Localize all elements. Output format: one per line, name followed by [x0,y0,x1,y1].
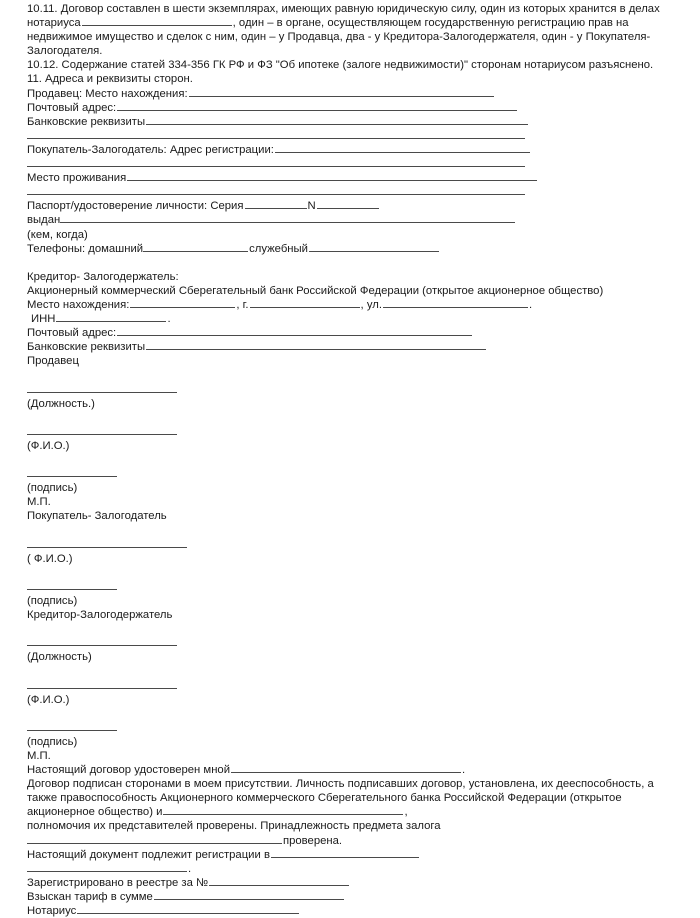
creditor-bank-label: Банковские реквизиты [27,341,146,354]
buyer-registration-row [27,143,670,157]
notary-registration-blank-2[interactable] [27,862,187,872]
creditor-street-end: . [528,298,533,311]
creditor-postal-blank[interactable] [117,326,472,336]
signature-creditor-name-blank[interactable] [27,679,177,689]
buyer-phones-row [27,242,670,256]
clause-10-11-text-b: , один – в органе, осуществляющем государственную регистрацию прав на недвижимое имущество и сделок с ним, один – у Продавца, два - у Кредитора-Залогодержателя, один - у Покупателя-Залогодателя. [27,17,651,58]
signature-seller-position-line [27,383,670,397]
clause-10-11 [27,2,670,58]
creditor-street-label: , ул. [360,298,382,311]
buyer-phone-home-blank[interactable] [143,242,248,252]
signature-buyer-sign-line [27,580,670,594]
buyer-passport-series-blank[interactable] [245,199,307,209]
signature-creditor-name-line [27,679,670,693]
spacer-buyer-sig-2 [27,566,670,580]
buyer-passport-number-blank[interactable] [317,199,379,209]
signature-seller-name-line [27,425,670,439]
signature-seller-sign-blank[interactable] [27,467,117,477]
signature-seller-stamp: М.П. [27,496,51,509]
signature-creditor-sign-hint: (подпись) [27,735,78,748]
buyer-residence-row [27,171,670,185]
buyer-registration-label: Покупатель-Залогодатель: Адрес регистрации: [27,143,274,156]
buyer-passport-number-label: N [307,200,316,213]
creditor-heading: Кредитор- Залогодержатель: [27,270,179,283]
buyer-issued-label: выдан [27,214,61,227]
spacer-after-phones [27,256,670,270]
signature-creditor-sign-line [27,721,670,735]
signature-creditor-name-hint: (Ф.И.О.) [27,693,70,706]
signature-seller-sign-hint: (подпись) [27,482,78,495]
creditor-org-name: Акционерный коммерческий Сберегательный банк Российской Федерации (открытое акционерное общество) [27,284,604,297]
signature-buyer-heading: Покупатель- Залогодатель [27,510,167,523]
buyer-residence-rule-row [27,185,670,199]
buyer-registration-blank[interactable] [275,143,530,153]
notary-certified-label: Настоящий договор удостоверен мной [27,764,231,777]
notary-tariff-row [27,890,670,904]
signature-seller-heading: Продавец [27,355,79,368]
signature-creditor-sign-blank[interactable] [27,721,117,731]
notary-registration-cont-row [27,862,670,876]
blank-notary-file[interactable] [82,16,232,26]
spacer-creditor-sig-2 [27,664,670,678]
creditor-location-label: Место нахождения: [27,298,130,311]
creditor-inn-end: . [167,313,171,326]
notary-registration-label: Настоящий документ подлежит регистрации в [27,848,270,861]
buyer-registration-rule-row [27,157,670,171]
notary-certified-end: . [462,764,466,777]
notary-witness-text-1: Договор подписан сторонами в моем присутствии. Личность подписавших договор, установлена, их дееспособность, а также правоспособность Акционерного коммерческого Сберегательного банка Российской Федерации (открытое акционерное общество) и [27,778,654,819]
spacer-seller-sig-1 [27,368,670,382]
seller-bank-row [27,115,670,129]
notary-witness-text-1-end: , [404,806,408,819]
creditor-city-label: , г. [236,298,249,311]
signature-creditor-position-hint: (Должность) [27,651,92,664]
signature-seller-position-blank[interactable] [27,383,177,393]
seller-bank-rule-row [27,129,670,143]
notary-registry-number-blank[interactable] [209,876,349,886]
seller-location-blank[interactable] [189,87,494,97]
signature-buyer-sign-blank[interactable] [27,580,117,590]
notary-verified-word: проверена. [283,834,343,847]
notary-verified-row [27,834,670,848]
buyer-residence-blank[interactable] [127,171,537,181]
creditor-location-row [27,298,670,312]
notary-witness-text-2: полномочия их представителей проверены. Принадлежность предмета залога [27,820,441,833]
buyer-issued-row [27,213,670,227]
spacer-buyer-sig-1 [27,523,670,537]
buyer-issued-hint: (кем, когда) [27,228,88,241]
spacer-creditor-sig-1 [27,622,670,636]
signature-buyer-name-hint: ( Ф.И.О.) [27,552,73,565]
buyer-registration-rule[interactable] [27,157,525,167]
notary-witness-paragraph [27,777,670,819]
notary-registry-number-row [27,876,670,890]
seller-bank-rule[interactable] [27,129,525,139]
seller-postal-blank[interactable] [117,101,517,111]
creditor-inn-row [27,312,670,326]
buyer-passport-row [27,199,670,213]
creditor-postal-label: Почтовый адрес: [27,327,117,340]
spacer-creditor-sig-3 [27,707,670,721]
signature-seller-position-hint: (Должность.) [27,397,95,410]
signature-seller-name-blank[interactable] [27,425,177,435]
signature-seller-name-hint: (Ф.И.О.) [27,439,70,452]
creditor-street-blank[interactable] [383,298,528,308]
clause-10-11-text-a: 10.11. Договор составлен в шести экземплярах, имеющих равную юридическую силу, один из которых хранится в делах нотариуса [27,3,660,30]
creditor-bank-row [27,340,670,354]
signature-buyer-sign-hint: (подпись) [27,594,78,607]
clause-10-12: 10.12. Содержание статей 334-356 ГК РФ и ФЗ "Об ипотеке (залоге недвижимости)" сторонам нотариусом разъяснено. [27,59,654,72]
signature-creditor-position-blank[interactable] [27,636,177,646]
creditor-city-blank[interactable] [250,298,360,308]
seller-bank-blank[interactable] [146,115,528,125]
buyer-phone-work-blank[interactable] [309,242,439,252]
signature-creditor-stamp: М.П. [27,749,51,762]
seller-bank-label: Банковские реквизиты [27,115,146,128]
buyer-passport-label: Паспорт/удостоверение личности: Серия [27,200,244,213]
seller-postal-label: Почтовый адрес: [27,101,117,114]
buyer-residence-rule[interactable] [27,185,525,195]
signature-creditor-position-line [27,636,670,650]
notary-certified-blank[interactable] [231,763,461,773]
notary-registration-row [27,848,670,862]
notary-verified-blank[interactable] [27,834,282,844]
signature-creditor-heading: Кредитор-Залогодержатель [27,609,173,622]
signature-buyer-name-line [27,538,670,552]
buyer-phones-work-label: служебный [249,242,308,255]
clause-11-heading: 11. Адреса и реквизиты сторон. [27,73,193,86]
buyer-issued-blank[interactable] [60,213,515,223]
notary-tariff-label: Взыскан тариф в сумме [27,890,153,903]
spacer-seller-sig-3 [27,453,670,467]
seller-location-label: Продавец: Место нахождения: [27,87,188,100]
notary-witness-blank[interactable] [163,805,403,815]
creditor-inn-blank[interactable] [56,312,166,322]
notary-signature-blank[interactable] [77,904,299,914]
signature-buyer-name-blank[interactable] [27,538,187,548]
signature-seller-sign-line [27,467,670,481]
creditor-bank-blank[interactable] [146,340,486,350]
notary-certified-row [27,763,670,777]
buyer-phones-label: Телефоны: домашний [27,242,144,255]
creditor-inn-label: ИНН [31,313,56,326]
spacer-seller-sig-2 [27,411,670,425]
seller-location-row [27,87,670,101]
buyer-residence-label: Место проживания [27,172,127,185]
notary-label: Нотариус [27,905,77,917]
creditor-location-blank[interactable] [130,298,235,308]
notary-registration-blank[interactable] [271,848,419,858]
notary-registry-number-label: Зарегистрировано в реестре за № [27,876,209,889]
notary-registration-end: . [188,862,192,875]
seller-postal-row [27,101,670,115]
creditor-postal-row [27,326,670,340]
notary-signature-row [27,904,670,918]
notary-tariff-blank[interactable] [154,890,344,900]
